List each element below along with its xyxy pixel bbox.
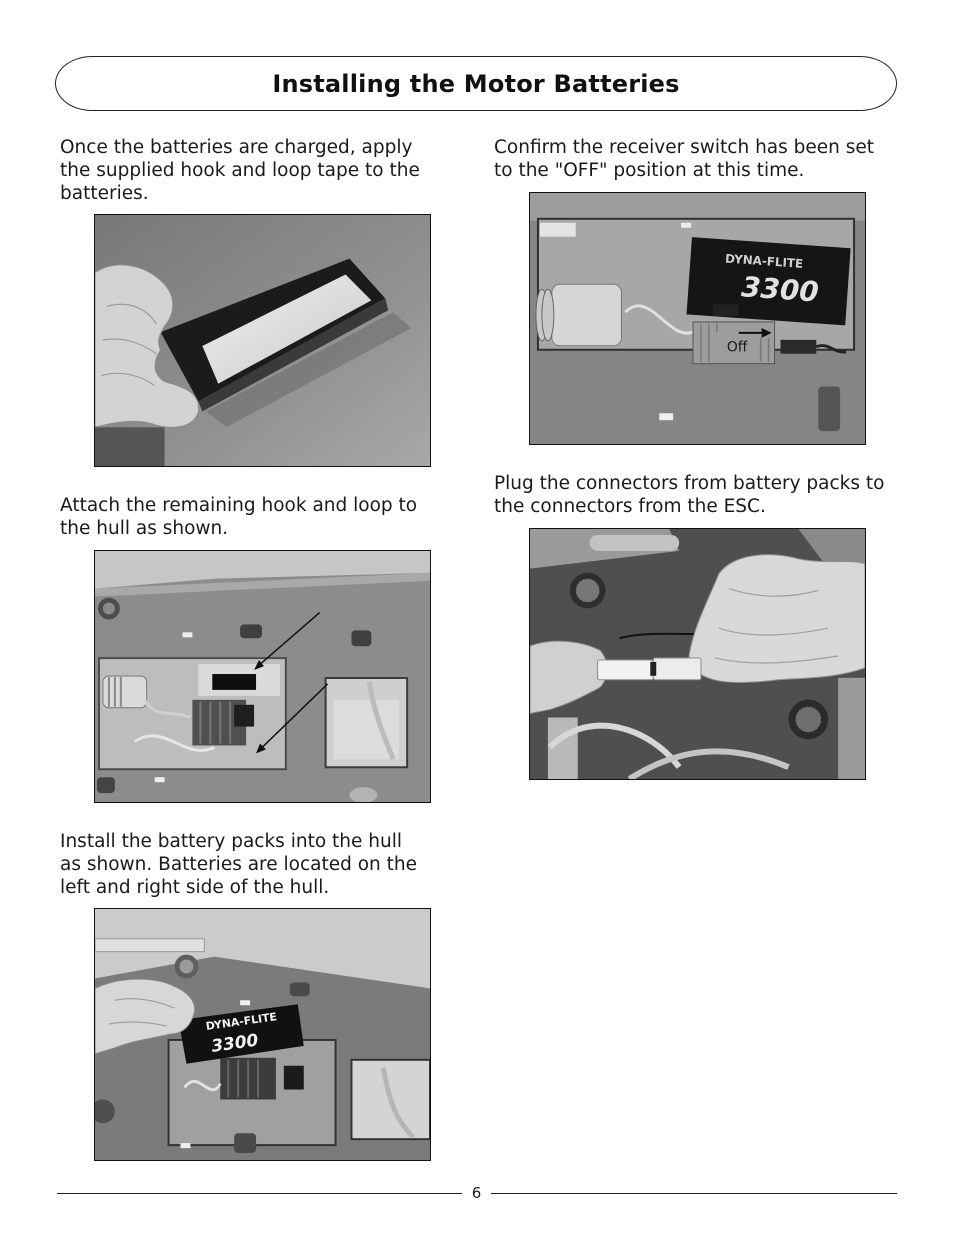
battery-brand-label: DYNA-FLITE (724, 251, 804, 271)
pipe (95, 939, 204, 952)
text-line: Confirm the receiver switch has been set (494, 137, 875, 158)
hook-loop-strip (212, 674, 256, 690)
speaker-grill-inner (179, 960, 193, 974)
battery-capacity-label: 3300 (210, 1029, 260, 1056)
step-plug-connectors-text (494, 472, 884, 518)
connector-plug (598, 660, 654, 680)
step-confirm-switch-text (494, 136, 874, 182)
step-apply-tape-text (60, 136, 420, 205)
receiver-switch (713, 304, 739, 316)
vent-slot (818, 386, 840, 431)
vent-slot (234, 1133, 256, 1153)
step-install-packs-text (60, 830, 417, 899)
pipe (540, 223, 576, 237)
photo-receiver-switch (529, 192, 866, 445)
text-line: batteries. (60, 183, 149, 204)
page-number: 6 (471, 1184, 482, 1202)
hull-marking (240, 1000, 250, 1005)
esc-connector (781, 340, 817, 354)
speaker-grill-inner (103, 603, 115, 615)
speaker-grill-inner (795, 707, 821, 733)
photo-apply-tape (94, 214, 431, 467)
hull-marking (182, 632, 192, 637)
text-line: as shown. Batteries are located on the (60, 854, 418, 875)
text-line: Attach the remaining hook and loop to (60, 495, 418, 516)
hull-marking (681, 223, 691, 228)
photo-plug-connectors-image (530, 529, 865, 779)
esc-module (234, 705, 254, 727)
connector-socket (653, 658, 701, 680)
footer-rule-left (57, 1193, 462, 1194)
step-attach-hull-tape-text (60, 494, 417, 540)
photo-hull-tape (94, 550, 431, 803)
hull-marking (155, 777, 165, 782)
photo-apply-tape-image (95, 215, 430, 466)
vent-slot (97, 777, 115, 793)
text-line: left and right side of the hull. (60, 877, 330, 898)
vent-slot (240, 624, 262, 638)
footer-rule-right (491, 1193, 897, 1194)
photo-install-packs (94, 908, 431, 1161)
photo-install-packs-image (95, 909, 430, 1160)
text-line: Once the batteries are charged, apply (60, 137, 413, 158)
battery-capacity-label: 3300 (740, 270, 820, 309)
photo-plug-connectors (529, 528, 866, 780)
title-banner (55, 56, 897, 111)
motor-cylinder (552, 284, 622, 346)
text-line: the supplied hook and loop tape to the (60, 160, 420, 181)
off-callout-label: Off (726, 339, 748, 356)
battery-brand-label: DYNA-FLITE (204, 1010, 278, 1034)
text-line: the hull as shown. (60, 518, 229, 539)
vent-slot (290, 982, 310, 996)
photo-hull-tape-image (95, 551, 430, 802)
sleeve-cuff (95, 427, 165, 466)
motor-coil-ring (542, 289, 554, 341)
photo-receiver-switch-image (530, 193, 865, 444)
speaker-grill-inner (576, 579, 600, 603)
connector-gap (650, 662, 656, 676)
hull-marking (180, 1143, 190, 1148)
page-title: Installing the Motor Batteries (272, 69, 680, 98)
text-line: to the "OFF" position at this time. (494, 160, 805, 181)
hull-wall (838, 678, 865, 779)
hull-marking (659, 413, 673, 420)
tube (590, 535, 679, 551)
text-line: Plug the connectors from battery packs to (494, 473, 885, 494)
hull-wall-top (530, 193, 865, 221)
text-line: Install the battery packs into the hull (60, 831, 402, 852)
text-line: the connectors from the ESC. (494, 496, 766, 517)
vent-slot (351, 630, 371, 646)
esc-module (284, 1066, 304, 1090)
